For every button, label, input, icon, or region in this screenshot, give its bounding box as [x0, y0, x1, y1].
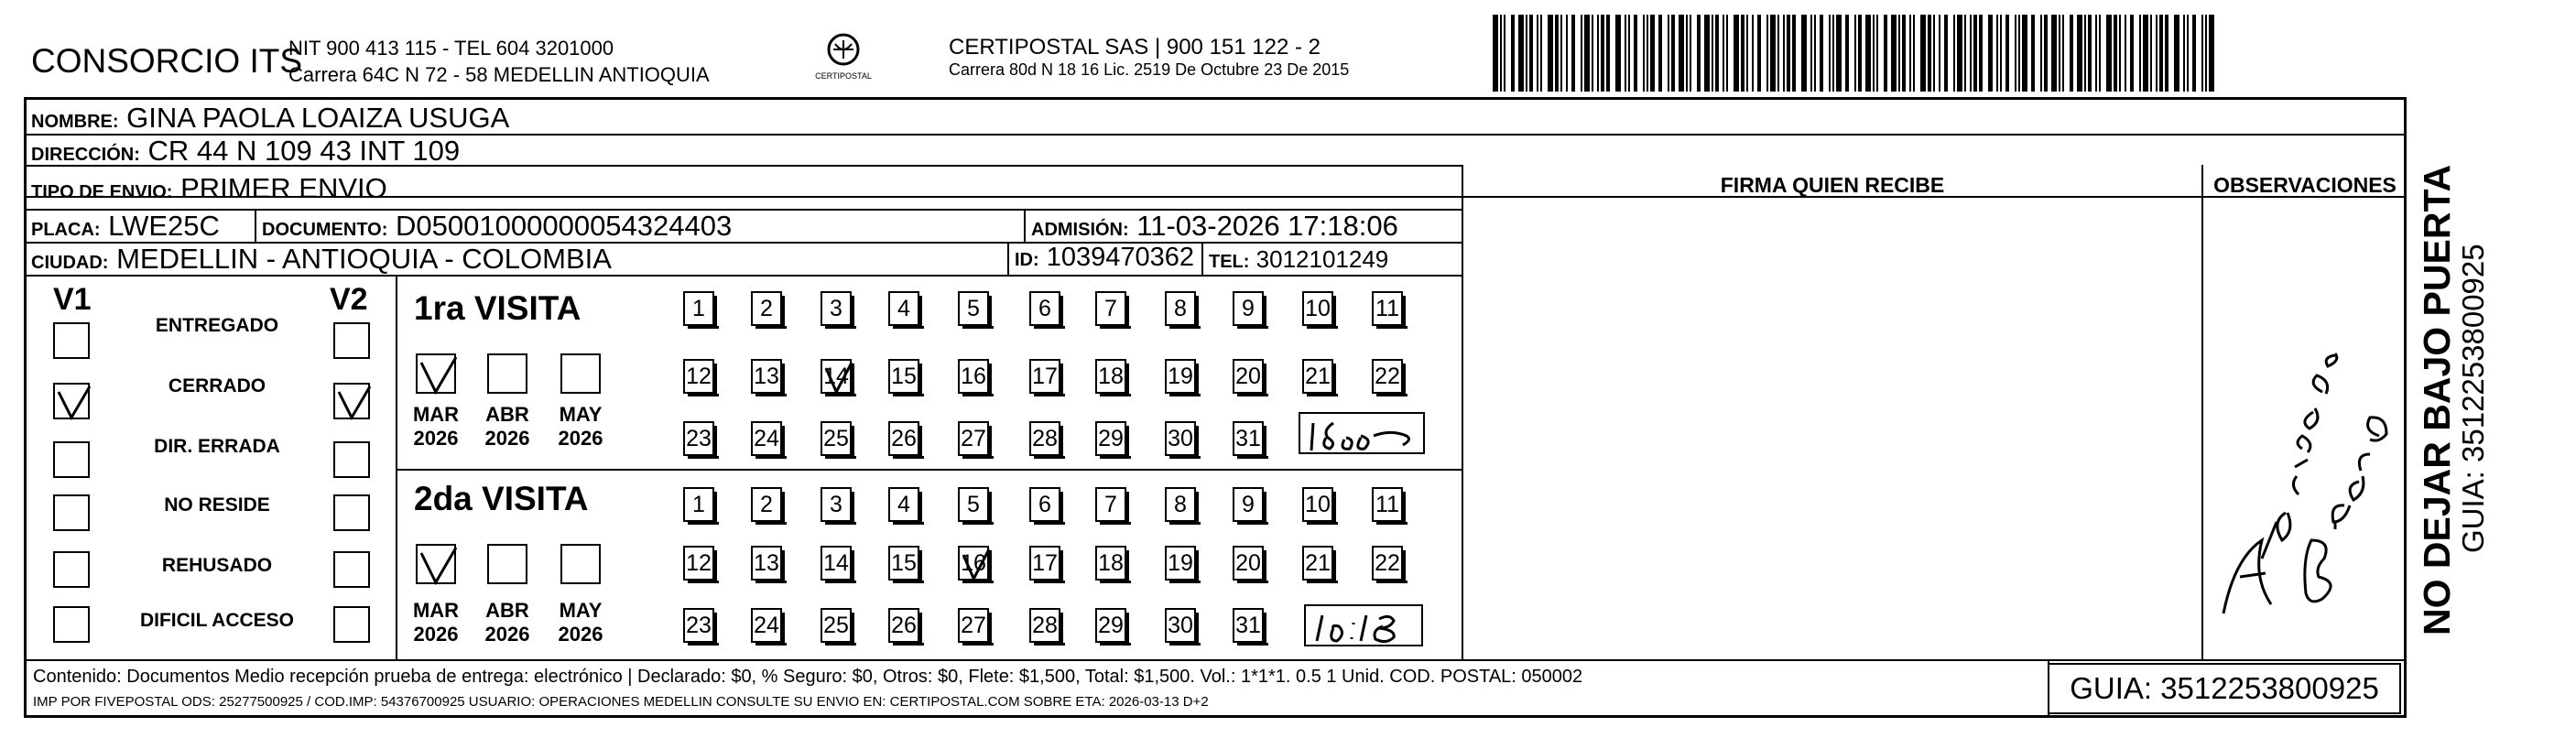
second-visit-time-box [1304, 604, 1423, 646]
barcode-bar [2062, 15, 2064, 92]
barcode-bar [1810, 15, 1812, 92]
barcode-bar [2165, 15, 2168, 92]
barcode-bar [1957, 15, 1962, 92]
barcode-bar [1650, 15, 1656, 92]
col-divider [2201, 165, 2203, 659]
first-visit-day[interactable]: 29 [1095, 421, 1126, 456]
tel-field [1209, 245, 1388, 274]
certipostal-info [949, 35, 1349, 80]
barcode-bar [1873, 15, 1875, 92]
company-name: CONSORCIO ITS [31, 42, 303, 80]
barcode-bar [2106, 15, 2112, 92]
side-guia: GUIA: 3512253800925 [2456, 244, 2490, 553]
barcode-bar [1647, 15, 1648, 92]
barcode-bar [2070, 15, 2073, 92]
barcode-bar [1836, 15, 1842, 92]
v1-checkbox-entregado[interactable] [53, 322, 90, 359]
first-visit-day[interactable]: 13 [751, 359, 782, 394]
first-visit-month-mar[interactable] [416, 353, 456, 394]
col-divider [255, 209, 256, 242]
second-visit-month-may[interactable] [560, 544, 601, 584]
second-visit-day[interactable]: 8 [1165, 487, 1196, 522]
barcode-bar [1697, 15, 1701, 92]
second-visit-day[interactable]: 22 [1372, 546, 1403, 581]
barcode-bar [2209, 15, 2214, 92]
tipo-envio-label: TIPO DE ENVIO: [31, 182, 173, 202]
second-visit-month-label: ABR [485, 599, 529, 622]
second-visit-day[interactable]: 18 [1095, 546, 1126, 581]
barcode-bar [2044, 15, 2048, 92]
first-visit-year-label: 2026 [413, 427, 459, 450]
barcode-bar [1829, 15, 1831, 92]
barcode-bar [1628, 15, 1630, 92]
barcode-bar [1876, 15, 1878, 92]
v2-checkbox-no-reside[interactable] [333, 494, 370, 531]
first-visit-day[interactable]: 21 [1302, 359, 1333, 394]
status-label-dificil-acceso: DIFICIL ACCESO [139, 610, 294, 631]
second-visit-month-label: MAY [559, 599, 603, 622]
barcode-bar [1970, 15, 1972, 92]
v1-checkbox-cerrado[interactable] [53, 383, 90, 419]
barcode-bar [1511, 15, 1515, 92]
barcode-bar [2031, 15, 2035, 92]
barcode-bar [2192, 15, 2196, 92]
barcode-bar [2099, 15, 2101, 92]
first-visit-day[interactable]: 26 [888, 421, 919, 456]
barcode-bar [1787, 15, 1790, 92]
placa-field [31, 210, 220, 243]
second-visit-day[interactable]: 13 [751, 546, 782, 581]
barcode-bar [1792, 15, 1796, 92]
id-label: ID: [1015, 250, 1039, 270]
barcode-bar [1566, 15, 1568, 92]
barcode-bar [1973, 15, 1977, 92]
placa-label: PLACA: [31, 220, 101, 240]
ciudad-value: MEDELLIN - ANTIOQUIA - COLOMBIA [116, 243, 612, 275]
v1-header: V1 [53, 282, 92, 317]
second-visit-day[interactable]: 24 [751, 608, 782, 643]
first-visit-month-label: MAR [412, 403, 460, 426]
barcode-bar [1715, 15, 1719, 92]
barcode-bar [1615, 15, 1621, 92]
second-visit-day[interactable]: 10 [1302, 487, 1333, 522]
documento-value: D05001000000054324403 [396, 210, 733, 242]
first-visit-day[interactable]: 18 [1095, 359, 1126, 394]
second-visit-day[interactable]: 30 [1165, 608, 1196, 643]
observaciones-handwriting [2207, 247, 2408, 632]
barcode-bar [2059, 15, 2060, 92]
col-divider [1024, 209, 1026, 242]
second-visit-day[interactable]: 29 [1095, 608, 1126, 643]
barcode-bar [2022, 15, 2027, 92]
nombre-field [31, 102, 509, 135]
second-visit-day[interactable]: 12 [683, 546, 714, 581]
tipo-envio-field [31, 172, 387, 205]
first-visit-day[interactable]: 31 [1233, 421, 1264, 456]
second-visit-day[interactable]: 23 [683, 608, 714, 643]
barcode-bar [1679, 15, 1684, 92]
barcode-bar [2159, 15, 2163, 92]
barcode-bar [1704, 15, 1710, 92]
first-visit-title: 1ra VISITA [414, 289, 582, 327]
barcode-bar [1858, 15, 1862, 92]
barcode-bar [1939, 15, 1940, 92]
firma-header: FIRMA QUIEN RECIBE [1720, 173, 1945, 197]
check-mark [418, 355, 458, 396]
first-visit-day[interactable]: 22 [1372, 359, 1403, 394]
barcode-bar [2018, 15, 2020, 92]
direccion-value: CR 44 N 109 43 INT 109 [147, 135, 461, 167]
barcode-bar [2114, 15, 2117, 92]
barcode-bar [1832, 15, 1834, 92]
status-label-entregado: ENTREGADO [155, 315, 279, 336]
second-visit-day[interactable]: 19 [1165, 546, 1196, 581]
v1-checkbox-dir-errada[interactable] [53, 441, 90, 478]
status-label-cerrado: CERRADO [168, 375, 266, 396]
second-visit-day[interactable]: 28 [1029, 608, 1060, 643]
id-value: 1039470362 [1046, 243, 1195, 272]
barcode-bar [1953, 15, 1955, 92]
first-visit-day[interactable]: 15 [888, 359, 919, 394]
address-line: Carrera 64C N 72 - 58 MEDELLIN ANTIOQUIA [288, 63, 710, 86]
barcode-bar [1581, 15, 1582, 92]
second-visit-day[interactable]: 4 [888, 487, 919, 522]
guia-number: GUIA: 3512253800925 [2048, 663, 2401, 714]
nit-line: NIT 900 413 115 - TEL 604 3201000 [288, 37, 614, 60]
first-visit-time-box [1299, 412, 1425, 454]
barcode-bar [1734, 15, 1739, 92]
barcode-bar [1686, 15, 1688, 92]
barcode-bar [1766, 15, 1768, 92]
barcode-bar [1996, 15, 1998, 92]
second-visit-day[interactable]: 3 [821, 487, 852, 522]
v2-checkbox-dir-errada[interactable] [333, 441, 370, 478]
first-visit-day[interactable]: 9 [1233, 291, 1264, 326]
second-visit-day[interactable]: 9 [1233, 487, 1264, 522]
second-visit-time-handwriting [1306, 606, 1425, 648]
barcode-bar [1540, 15, 1542, 92]
tel-label: TEL: [1209, 252, 1250, 272]
first-visit-month-may[interactable] [560, 353, 601, 394]
barcode-bar [1690, 15, 1691, 92]
second-visit-year-label: 2026 [558, 623, 603, 646]
first-visit-day[interactable]: 19 [1165, 359, 1196, 394]
barcode-bar [1783, 15, 1785, 92]
v2-checkbox-rehusado[interactable] [333, 551, 370, 588]
barcode-bar [1757, 15, 1761, 92]
first-visit-month-abr[interactable] [487, 353, 527, 394]
barcode-bar [2156, 15, 2158, 92]
barcode-bar [1712, 15, 1713, 92]
admision-field [1031, 210, 1398, 243]
barcode-bar [2088, 15, 2092, 92]
footer-print-line: IMP POR FIVEPOSTAL ODS: 25277500925 / COD.IMP: 54376700925 USUARIO: OPERACIONES MEDELLIN CONSULTE SU ENVIO EN: CERTIPOSTAL.COM SOBRE ETA: 2026-03-13 D+2 [33, 694, 1209, 710]
second-visit-day[interactable]: 7 [1095, 487, 1126, 522]
barcode-bar [1671, 15, 1675, 92]
first-visit-year-label: 2026 [484, 427, 530, 450]
barcode-bar [2130, 15, 2134, 92]
second-visit-month-abr[interactable] [487, 544, 527, 584]
second-visit-year-label: 2026 [484, 623, 530, 646]
check-mark [418, 546, 458, 586]
nombre-value: GINA PAOLA LOAIZA USUGA [126, 102, 510, 134]
check-mark [822, 361, 853, 396]
second-visit-month-label: MAR [412, 599, 460, 622]
first-visit-day[interactable]: 17 [1029, 359, 1060, 394]
second-visit-day[interactable]: 6 [1029, 487, 1060, 522]
footer-content-line: Contenido: Documentos Medio recepción prueba de entrega: electrónico | Declarado: $0, % Seguro: $0, Otros: $0, Flete: $1,500, Total: $1,500. Vol.: 1*1*1. 0.5 1 Unid. COD. POSTAL: 050002 [33, 667, 1583, 687]
first-visit-month-label: MAY [559, 403, 603, 426]
barcode-bar [1902, 15, 1906, 92]
barcode-bar [1820, 15, 1823, 92]
ciudad-label: CIUDAD: [31, 253, 109, 273]
barcode [1493, 15, 2218, 92]
second-visit-day[interactable]: 16 [958, 546, 989, 581]
v2-checkbox-cerrado[interactable] [333, 383, 370, 419]
v2-header: V2 [330, 282, 368, 317]
barcode-bar [1741, 15, 1745, 92]
first-visit-day[interactable]: 1 [683, 291, 714, 326]
second-visit-day[interactable]: 20 [1233, 546, 1264, 581]
second-visit-day[interactable]: 14 [821, 546, 852, 581]
barcode-bar [2201, 15, 2203, 92]
second-visit-day[interactable]: 15 [888, 546, 919, 581]
first-visit-day[interactable]: 6 [1029, 291, 1060, 326]
second-visit-day[interactable]: 26 [888, 608, 919, 643]
first-visit-day[interactable]: 27 [958, 421, 989, 456]
barcode-bar [1723, 15, 1724, 92]
barcode-bar [1801, 15, 1807, 92]
observaciones-header: OBSERVACIONES [2213, 173, 2397, 197]
id-field [1015, 243, 1194, 273]
barcode-bar [1854, 15, 1856, 92]
barcode-bar [1814, 15, 1816, 92]
second-visit-title: 2da VISITA [414, 480, 589, 517]
barcode-bar [1592, 15, 1593, 92]
first-visit-month-label: ABR [485, 403, 529, 426]
first-visit-time-handwriting [1300, 414, 1427, 456]
barcode-bar [1928, 15, 1931, 92]
first-visit-day[interactable]: 2 [751, 291, 782, 326]
barcode-bar [2005, 15, 2009, 92]
certipostal-logo [806, 29, 881, 86]
tipo-envio-value: PRIMER ENVIO [180, 172, 387, 204]
first-visit-day[interactable]: 28 [1029, 421, 1060, 456]
certipostal-line1: CERTIPOSTAL SAS | 900 151 122 - 2 [949, 35, 1321, 60]
barcode-bar [1555, 15, 1559, 92]
barcode-bar [1584, 15, 1590, 92]
second-visit-year-label: 2026 [413, 623, 459, 646]
nombre-label: NOMBRE: [31, 112, 119, 132]
barcode-bar [2015, 15, 2016, 92]
v2-checkbox-entregado[interactable] [333, 322, 370, 359]
status-label-dir-errada: DIR. ERRADA [154, 436, 280, 457]
barcode-bar [2187, 15, 2189, 92]
first-visit-day[interactable]: 23 [683, 421, 714, 456]
barcode-bar [2205, 15, 2207, 92]
check-mark [55, 385, 92, 421]
second-visit-day[interactable]: 5 [958, 487, 989, 522]
check-mark [960, 548, 991, 582]
barcode-bar [1548, 15, 1553, 92]
barcode-bar [2084, 15, 2086, 92]
col-divider [1007, 242, 1009, 275]
second-visit-day[interactable]: 21 [1302, 546, 1333, 581]
col-divider [1462, 165, 1463, 659]
barcode-bar [2040, 15, 2042, 92]
barcode-bar [1526, 15, 1527, 92]
admision-value: 11-03-2026 17:18:06 [1136, 210, 1398, 242]
first-visit-day[interactable]: 14 [821, 359, 852, 394]
second-visit-month-mar[interactable] [416, 544, 456, 584]
barcode-bar [1634, 15, 1637, 92]
v1-checkbox-no-reside[interactable] [53, 494, 90, 531]
company-info [288, 35, 710, 88]
first-visit-day[interactable]: 4 [888, 291, 919, 326]
first-visit-day[interactable]: 20 [1233, 359, 1264, 394]
first-visit-day[interactable]: 16 [958, 359, 989, 394]
admision-label: ADMISIÓN: [1031, 220, 1129, 240]
certipostal-line2: Carrera 80d N 18 16 Lic. 2519 De Octubre 23 De 2015 [949, 60, 1350, 79]
barcode-bar [2125, 15, 2126, 92]
documento-label: DOCUMENTO: [262, 220, 388, 240]
second-visit-day[interactable]: 11 [1372, 487, 1403, 522]
first-visit-day[interactable]: 7 [1095, 291, 1126, 326]
barcode-bar [1920, 15, 1926, 92]
barcode-bar [2000, 15, 2002, 92]
barcode-bar [1909, 15, 1911, 92]
barcode-bar [1571, 15, 1575, 92]
documento-field [262, 210, 732, 243]
second-visit-day[interactable]: 27 [958, 608, 989, 643]
barcode-bar [1979, 15, 1983, 92]
barcode-bar [1606, 15, 1610, 92]
second-visit-day[interactable]: 2 [751, 487, 782, 522]
barcode-bar [1560, 15, 1562, 92]
check-mark [335, 385, 372, 421]
first-visit-day[interactable]: 12 [683, 359, 714, 394]
col-divider [396, 275, 397, 659]
direccion-label: DIRECCIÓN: [31, 145, 140, 165]
placa-value: LWE25C [108, 210, 220, 242]
barcode-bar [2077, 15, 2082, 92]
v1-checkbox-dificil-acceso[interactable] [53, 606, 90, 643]
barcode-bar [1504, 15, 1505, 92]
direccion-field [31, 135, 460, 168]
tel-value: 3012101249 [1255, 245, 1389, 273]
first-visit-day[interactable]: 11 [1372, 291, 1403, 326]
first-visit-day[interactable]: 25 [821, 421, 852, 456]
first-visit-day[interactable]: 5 [958, 291, 989, 326]
barcode-bar [1643, 15, 1645, 92]
barcode-bar [1746, 15, 1748, 92]
first-visit-day[interactable]: 8 [1165, 291, 1196, 326]
col-divider [1201, 242, 1203, 275]
barcode-bar [2143, 15, 2148, 92]
second-visit-day[interactable]: 17 [1029, 546, 1060, 581]
barcode-bar [2051, 15, 2057, 92]
barcode-bar [1625, 15, 1626, 92]
barcode-bar [1845, 15, 1849, 92]
barcode-bar [1597, 15, 1599, 92]
barcode-bar [1913, 15, 1915, 92]
first-visit-day[interactable]: 3 [821, 291, 852, 326]
first-visit-day[interactable]: 30 [1165, 421, 1196, 456]
first-visit-day[interactable]: 24 [751, 421, 782, 456]
barcode-bar [2183, 15, 2185, 92]
status-label-rehusado: REHUSADO [161, 555, 273, 576]
barcode-bar [1493, 15, 1498, 92]
barcode-bar [1601, 15, 1604, 92]
barcode-bar [1898, 15, 1900, 92]
barcode-bar [1933, 15, 1935, 92]
barcode-bar [1988, 15, 1994, 92]
second-visit-day[interactable]: 1 [683, 487, 714, 522]
barcode-bar [1891, 15, 1897, 92]
barcode-bar [1865, 15, 1871, 92]
status-label-no-reside: NO RESIDE [164, 494, 270, 516]
barcode-bar [1518, 15, 1524, 92]
barcode-bar [2139, 15, 2141, 92]
barcode-bar [1537, 15, 1538, 92]
v2-checkbox-dificil-acceso[interactable] [333, 606, 370, 643]
second-visit-day[interactable]: 25 [821, 608, 852, 643]
barcode-bar [1770, 15, 1776, 92]
visit-divider [396, 469, 1462, 471]
barcode-bar [2150, 15, 2152, 92]
barcode-bar [1500, 15, 1502, 92]
ciudad-field [31, 243, 612, 276]
barcode-bar [2174, 15, 2179, 92]
v1-checkbox-rehusado[interactable] [53, 551, 90, 588]
barcode-bar [1726, 15, 1728, 92]
barcode-bar [1658, 15, 1662, 92]
side-warning: NO DEJAR BAJO PUERTA [2416, 164, 2458, 635]
second-visit-day[interactable]: 31 [1233, 608, 1264, 643]
barcode-bar [1944, 15, 1948, 92]
barcode-bar [1529, 15, 1533, 92]
barcode-bar [1884, 15, 1887, 92]
barcode-bar [2119, 15, 2121, 92]
barcode-bar [1777, 15, 1779, 92]
logo-text: CERTIPOSTAL [815, 71, 872, 81]
barcode-bar [1964, 15, 1966, 92]
barcode-bar [2095, 15, 2097, 92]
barcode-bar [1668, 15, 1669, 92]
first-visit-day[interactable]: 10 [1302, 291, 1333, 326]
barcode-bar [1752, 15, 1754, 92]
first-visit-year-label: 2026 [558, 427, 603, 450]
